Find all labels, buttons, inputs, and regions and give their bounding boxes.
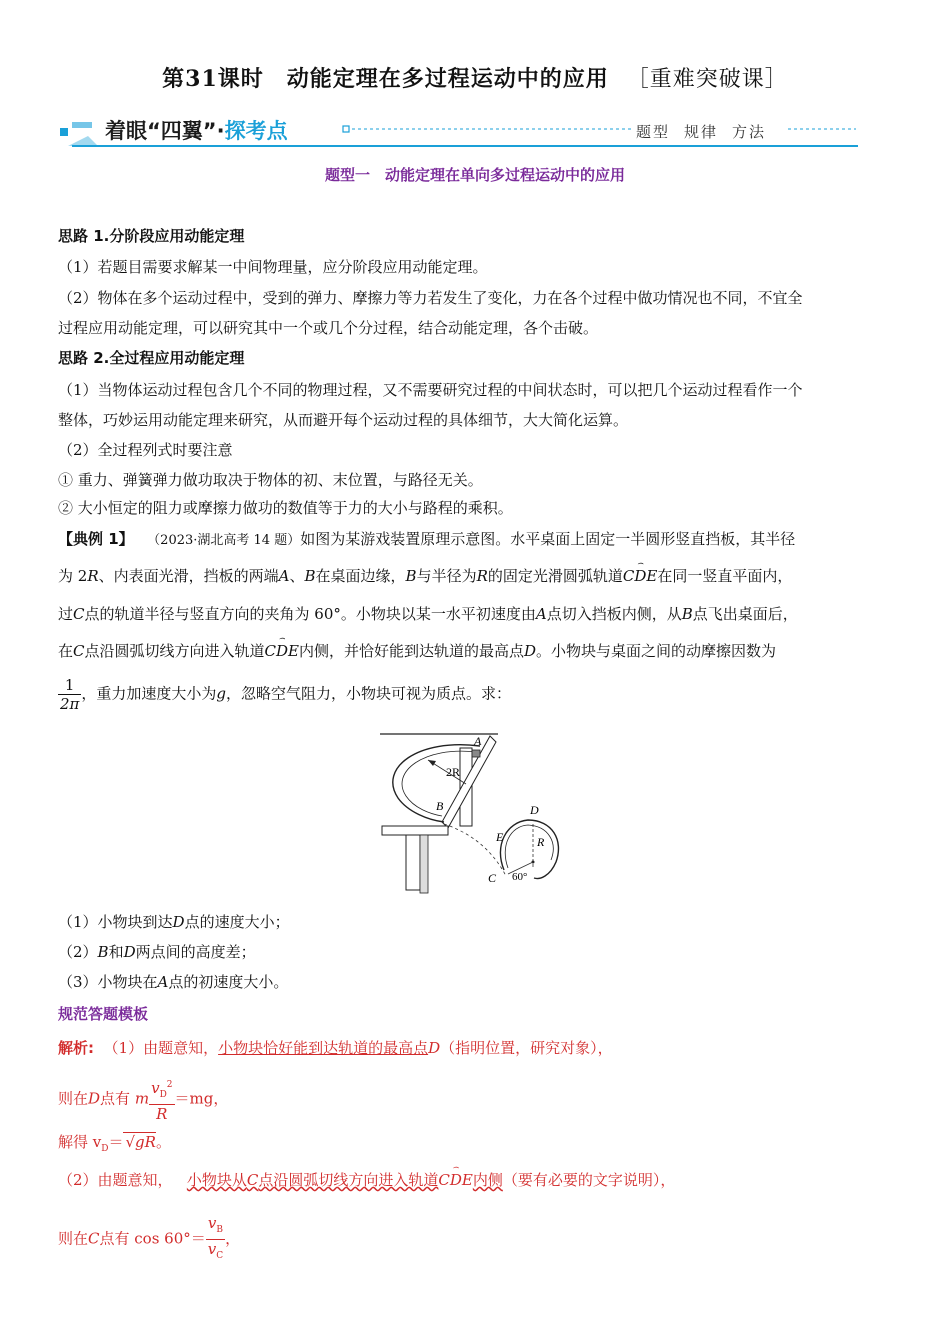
idea2-p2: （2）全过程列式时要注意 [58,441,233,459]
arc-cde-2: ⌢ CDE [265,641,299,661]
banner-left-text: 着眼“四翼”·探考点 [105,119,288,143]
question-2: （2）B和D两点间的高度差； [58,943,256,961]
example-line3: 过C点的轨道半径与竖直方向的夹角为 60°。小物块以某一水平初速度由A点切入挡板内侧，从B点飞出桌面后， [58,605,798,623]
idea2-p4: ② 大小恒定的阻力或摩擦力做功的数值等于力的大小与路程的乘积。 [58,499,513,517]
example-label: 【典例 1】 [58,530,134,548]
sqrt-gR: √gR [125,1133,156,1151]
example-line1: 【典例 1】 （2023·湖北高考 14 题）如图为某游戏装置原理示意图。水平桌面上固定一半圆形竖直挡板，其半径 [58,530,796,548]
answer-line5: 则在C点有 cos 60°＝ $\frac{v_B}{v_C}$ ， [58,1214,894,1265]
answer-line2: 则在D点有 m $\frac{v_D^2}{R}$ ＝mg， [58,1076,894,1123]
idea2-p1a: （1）当物体运动过程包含几个不同的物理过程，又不需要研究过程的中间状态时，可以把几个运动过程看作一个 [58,381,803,399]
arc-cde: ⌢ CDE [623,566,657,586]
label-R: R [537,835,545,849]
idea1-heading: 思路 1.分阶段应用动能定理 [58,227,245,245]
apparatus-figure [378,728,578,898]
answer-wavy-text: 小物块从C点沿圆弧切线方向进入轨道⌢ CDE内侧 [187,1171,503,1189]
example-line2: 为 2R、内表面光滑，挡板的两端A、B在桌面边缘，B与半径为R的固定光滑圆弧轨道⌢ CDE在同一竖直平面内， [58,566,894,586]
page-title: 第31课时 动能定理在多过程运动中的应用 ［重难突破课］ [162,66,788,92]
label-D: D [530,803,539,817]
label-E: E [496,830,504,844]
answer-frac-cos: $\frac{v_B}{v_C}$ [207,1214,224,1261]
answer-heading: 规范答题模板 [58,1005,149,1023]
idea2-p1b: 整体，巧妙运用动能定理来研究，从而避开每个运动过程的具体细节，大大简化运算。 [58,411,629,429]
friction-fraction: $\frac{1}{2\pi}$ [60,676,80,713]
idea1-p2b: 过程应用动能定理，可以研究其中一个或几个分过程，结合动能定理，各个击破。 [58,319,599,337]
course-tag: ［重难突破课］ [626,67,788,92]
label-C: C [488,871,497,885]
answer-line4: （2）由题意知， 小物块从C点沿圆弧切线方向进入轨道⌢ CDE内侧（要有必要的文字说明）， [58,1170,894,1190]
idea2-heading: 思路 2.全过程应用动能定理 [58,349,245,367]
question-1: （1）小物块到达D点的速度大小； [58,913,290,931]
example-line5: $\frac{1}{2\pi}$ ，重力加速度大小为g，忽略空气阻力，小物块可视为质点。求： [60,676,512,713]
banner-box-icon [343,126,349,132]
section-title: 题型一 动能定理在单向多过程运动中的应用 [324,166,625,184]
idea1-p2a: （2）物体在多个运动过程中，受到的弹力、摩擦力等力若发生了变化，力在各个过程中做功情况也不同，不宜全 [58,289,803,307]
answer-line3: 解得 $v_D= √gR$。 [58,1133,171,1154]
label-B: B [436,799,444,813]
idea2-p3: ① 重力、弹簧弹力做功取决于物体的初、末位置，与路径无关。 [58,471,483,489]
label-2R: 2R [446,765,461,779]
label-60: 60° [512,871,528,883]
example-line4: 在C点沿圆弧切线方向进入轨道⌢ CDE内侧，并恰好能到达轨道的最高点D。小物块与桌面之间的动摩擦因数为 [58,641,894,661]
example-source: （2023·湖北高考 14 题） [153,533,301,548]
label-A: A [474,734,482,748]
idea1-p1: （1）若题目需要求解某一中间物理量，应分阶段应用动能定理。 [58,258,488,276]
banner-square-icon [60,128,68,136]
answer-line1: 解析: （1）由题意知，小物块恰好能到达轨道的最高点D（指明位置，研究对象）， [58,1039,613,1057]
question-3: （3）小物块在A点的初速度大小。 [58,973,289,991]
banner-right-text: 题型 规律 方法 [636,123,767,141]
answer-frac-vd: $\frac{v_D^2}{R}$ [149,1076,174,1123]
